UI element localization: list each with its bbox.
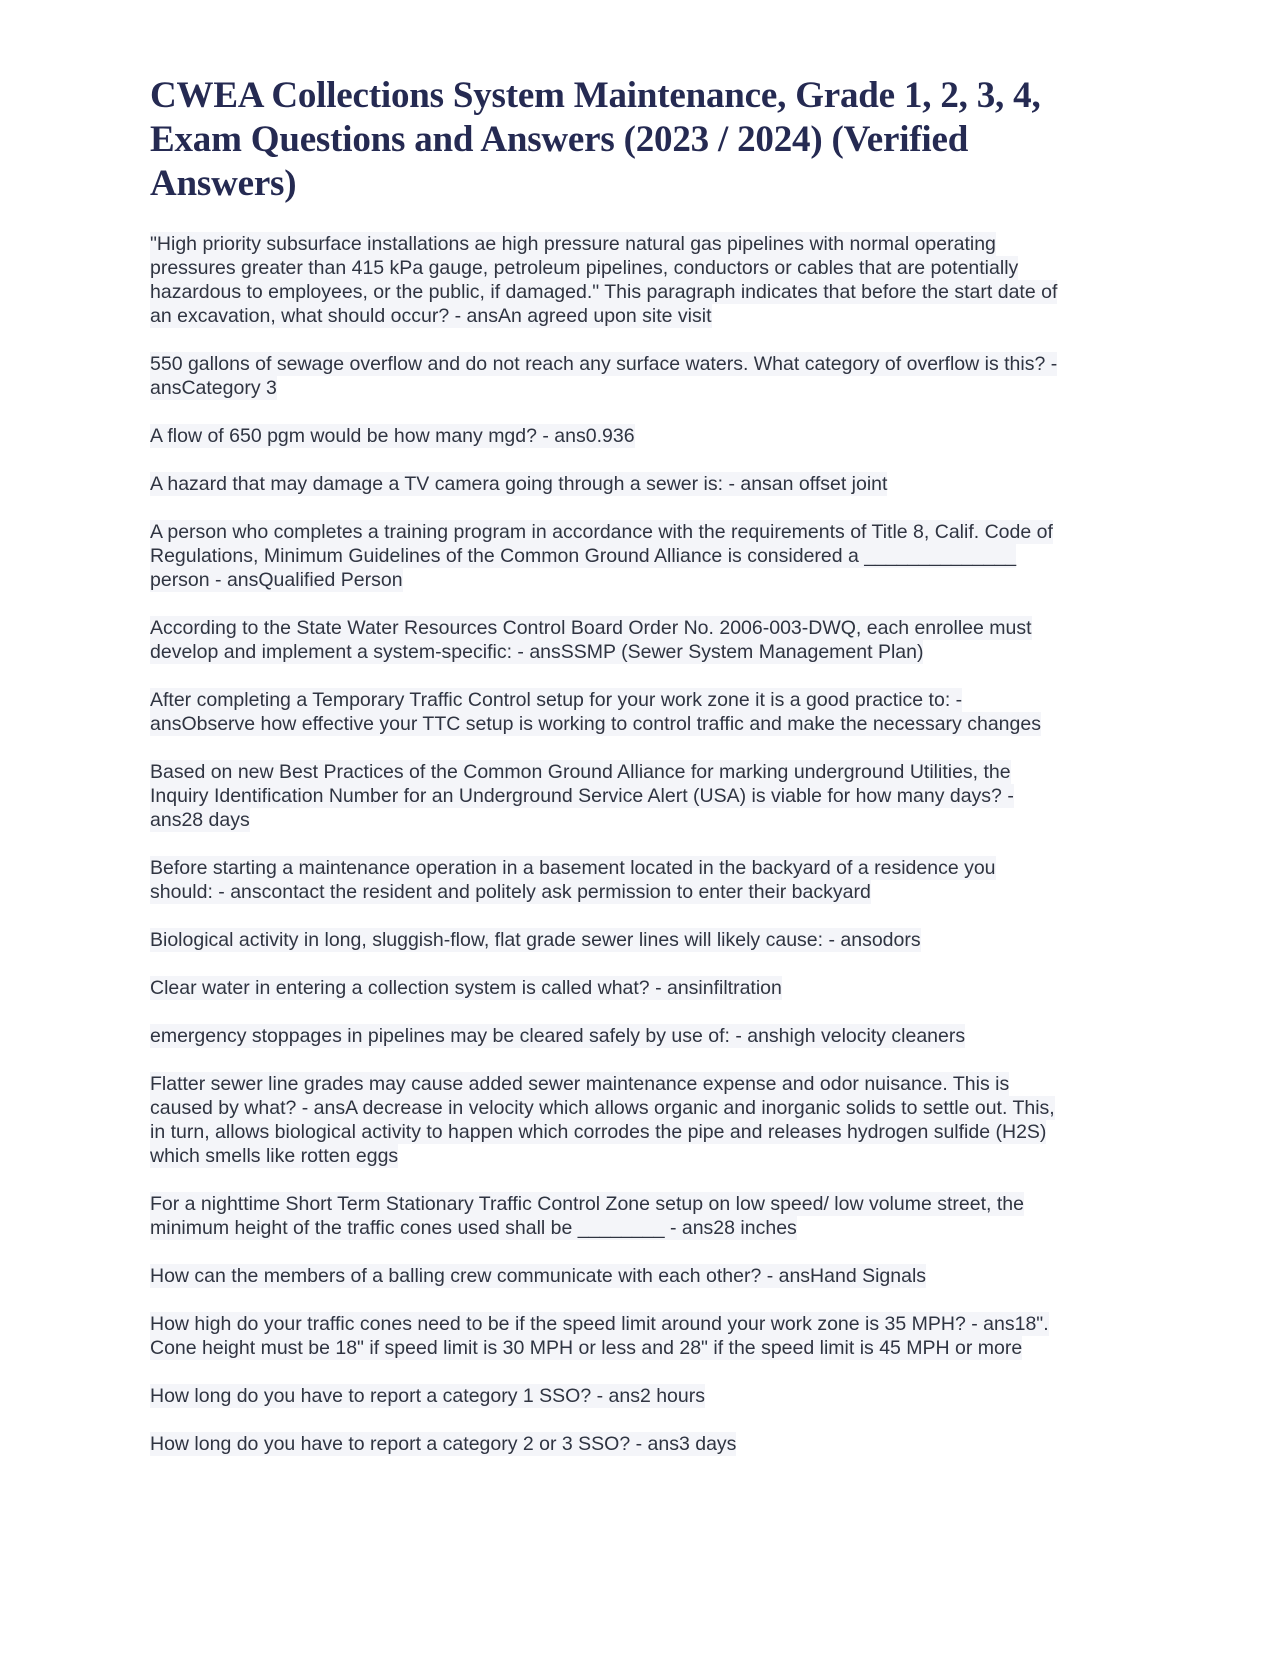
qa-text-line: Clear water in entering a collection system is called what? - ansinfiltration (150, 977, 782, 999)
qa-text-line: caused by what? - ansA decrease in velocity which allows organic and inorganic solids to settle out. This, (150, 1097, 1055, 1119)
qa-item (150, 760, 1130, 832)
qa-text-line: According to the State Water Resources Control Board Order No. 2006-003-DWQ, each enrollee must (150, 617, 1032, 639)
qa-text-line: Flatter sewer line grades may cause added sewer maintenance expense and odor nuisance. This is (150, 1073, 1010, 1095)
qa-text-line: Cone height must be 18" if speed limit is 30 MPH or less and 28" if the speed limit is 45 MPH or more (150, 1337, 1023, 1359)
qa-item (150, 1192, 1130, 1240)
qa-item (150, 1384, 1130, 1408)
qa-text-line: For a nighttime Short Term Stationary Traffic Control Zone setup on low speed/ low volume street, the (150, 1193, 1024, 1215)
qa-item (150, 352, 1130, 400)
qa-text-line: an excavation, what should occur? - ansAn agreed upon site visit (150, 305, 712, 327)
qa-text-line: Before starting a maintenance operation in a basement located in the backyard of a residence you (150, 857, 996, 879)
qa-text-line: How long do you have to report a category 2 or 3 SSO? - ans3 days (150, 1433, 737, 1455)
qa-text-line: should: - anscontact the resident and politely ask permission to enter their backyard (150, 881, 871, 903)
qa-text-line: 550 gallons of sewage overflow and do not reach any surface waters. What category of overflow is this? - (150, 353, 1058, 375)
qa-item (150, 856, 1130, 904)
qa-text-line: emergency stoppages in pipelines may be cleared safely by use of: - anshigh velocity cleaners (150, 1025, 966, 1047)
qa-text-line: in turn, allows biological activity to happen which corrodes the pipe and releases hydrogen sulfide (H2S) (150, 1121, 1047, 1143)
qa-item (150, 1432, 1130, 1456)
qa-text-line: A person who completes a training program in accordance with the requirements of Title 8, Calif. Code of (150, 521, 1053, 543)
qa-item (150, 472, 1130, 496)
qa-text-line: ans28 days (150, 809, 250, 831)
qa-list (150, 232, 1130, 1456)
qa-text-line: How high do your traffic cones need to be if the speed limit around your work zone is 35 MPH? - ans18". (150, 1313, 1049, 1335)
qa-text-line: ansCategory 3 (150, 377, 277, 399)
qa-item (150, 1264, 1130, 1288)
qa-item (150, 1024, 1130, 1048)
qa-item (150, 1312, 1130, 1360)
qa-text-line: A flow of 650 pgm would be how many mgd? - ans0.936 (150, 425, 635, 447)
document-title (150, 74, 1130, 206)
qa-text-line: person - ansQualified Person (150, 569, 403, 591)
qa-item (150, 616, 1130, 664)
qa-text-line: pressures greater than 415 kPa gauge, petroleum pipelines, conductors or cables that are potentially (150, 257, 1019, 279)
qa-item (150, 1072, 1130, 1168)
qa-item (150, 688, 1130, 736)
qa-text-line: Inquiry Identification Number for an Underground Service Alert (USA) is viable for how many days? - (150, 785, 1014, 807)
document-page (150, 74, 1130, 1480)
qa-item (150, 424, 1130, 448)
qa-text-line: After completing a Temporary Traffic Control setup for your work zone it is a good practice to: - (150, 689, 963, 711)
qa-item (150, 520, 1130, 592)
title-line: Exam Questions and Answers (2023 / 2024) (Verified (150, 119, 969, 160)
qa-text-line: ansObserve how effective your TTC setup is working to control traffic and make the necessary changes (150, 713, 1041, 735)
qa-item (150, 232, 1130, 328)
qa-text-line: How can the members of a balling crew communicate with each other? - ansHand Signals (150, 1265, 927, 1287)
qa-text-line: hazardous to employees, or the public, if damaged." This paragraph indicates that before the start date of (150, 281, 1058, 303)
title-line: Answers) (150, 163, 297, 204)
title-line: CWEA Collections System Maintenance, Grade 1, 2, 3, 4, (150, 75, 1041, 116)
qa-text-line: minimum height of the traffic cones used shall be ________ - ans28 inches (150, 1217, 797, 1239)
qa-text-line: Based on new Best Practices of the Common Ground Alliance for marking underground Utilities, the (150, 761, 1011, 783)
qa-text-line: How long do you have to report a category 1 SSO? - ans2 hours (150, 1385, 705, 1407)
qa-item (150, 976, 1130, 1000)
qa-text-line: "High priority subsurface installations ae high pressure natural gas pipelines with normal operating (150, 233, 996, 255)
qa-text-line: Biological activity in long, sluggish-flow, flat grade sewer lines will likely cause: - ansodors (150, 929, 921, 951)
qa-item (150, 928, 1130, 952)
qa-text-line: Regulations, Minimum Guidelines of the Common Ground Alliance is considered a ______________ (150, 545, 1017, 567)
qa-text-line: which smells like rotten eggs (150, 1145, 399, 1167)
qa-text-line: develop and implement a system-specific: - ansSSMP (Sewer System Management Plan) (150, 641, 924, 663)
qa-text-line: A hazard that may damage a TV camera going through a sewer is: - ansan offset joint (150, 473, 888, 495)
